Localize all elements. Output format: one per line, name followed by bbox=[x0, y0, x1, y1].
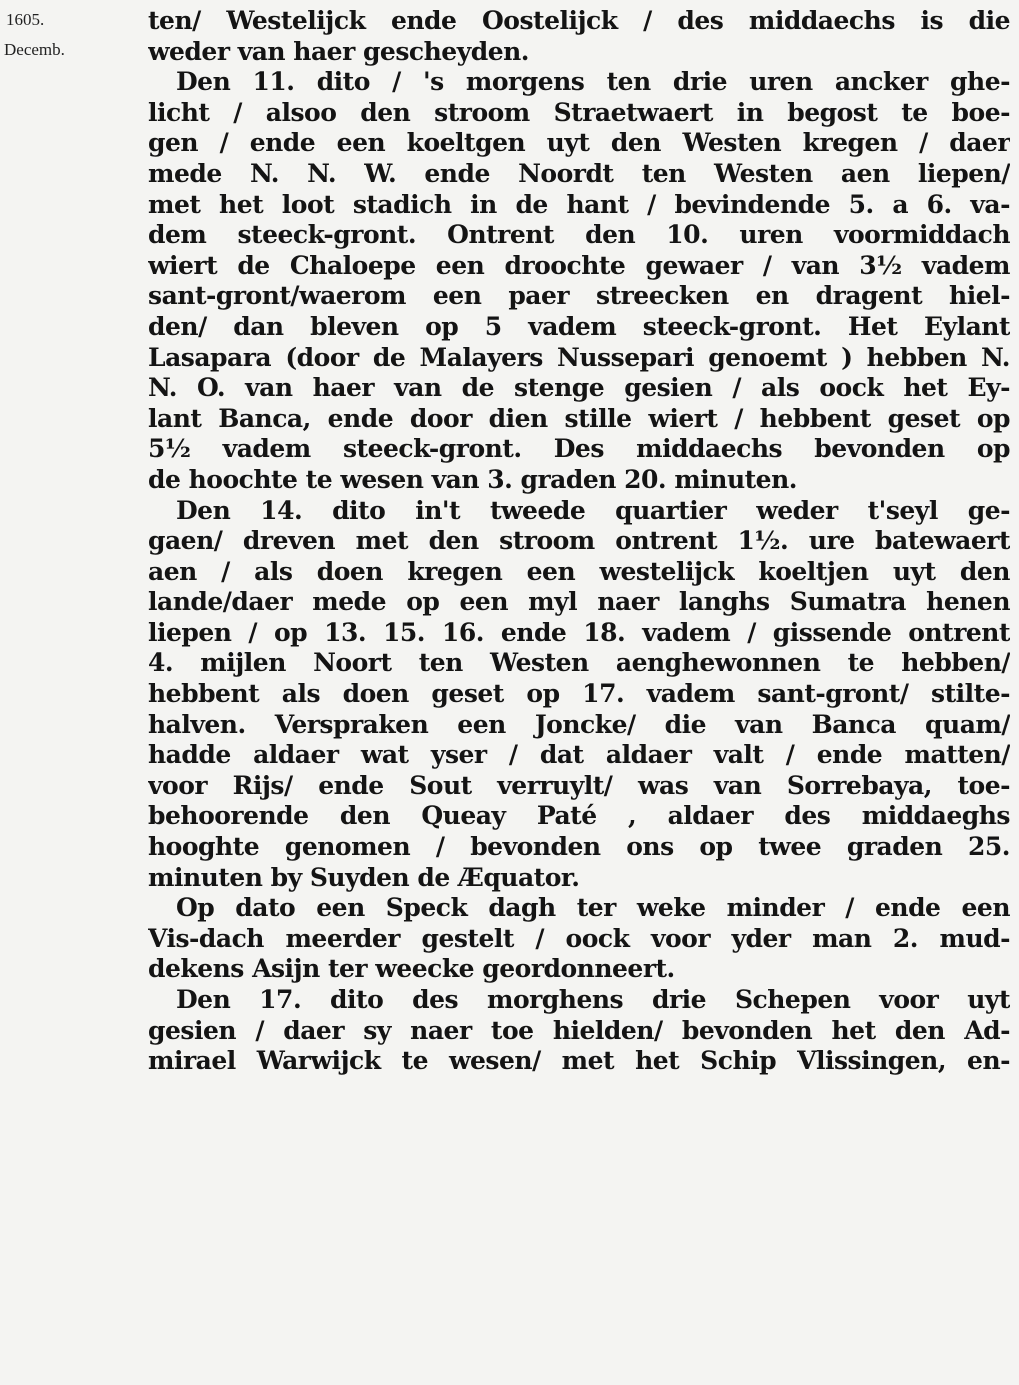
text-line: halven. Verspraken een Joncke/ die van Banca quam/ bbox=[148, 709, 1010, 739]
text-line: Den 11. dito / 's morgens ten drie uren ancker ghe- bbox=[176, 67, 1010, 97]
text-line: gen / ende een koeltgen uyt den Westen kregen / daer bbox=[148, 128, 1010, 158]
text-line: ten/ Westelijck ende Oostelijck / des middaechs is die bbox=[148, 6, 1010, 35]
text-line: mirael Warwijck te wesen/ met het Schip Vlissingen, en- bbox=[148, 1046, 1010, 1076]
text-line: minuten by Suyden de Æquator. bbox=[148, 862, 580, 892]
text-line: 5½ vadem steeck-gront. Des middaechs bevonden op bbox=[148, 434, 1010, 464]
text-line: hooghte genomen / bevonden ons op twee graden 25. bbox=[148, 832, 1010, 862]
text-line: hadde aldaer wat yser / dat aldaer valt / ende matten/ bbox=[148, 740, 1010, 770]
text-line: licht / alsoo den stroom Straetwaert in begost te boe- bbox=[148, 97, 1010, 127]
text-line: lande/daer mede op een myl naer langhs Sumatra henen bbox=[148, 587, 1010, 617]
body-text bbox=[148, 6, 1010, 1077]
margin-month: Decemb. bbox=[4, 40, 65, 59]
text-line: de hoochte te wesen van 3. graden 20. minuten. bbox=[148, 464, 797, 494]
text-line: dekens Asijn ter weecke geordonneert. bbox=[148, 954, 675, 984]
text-line: aen / als doen kregen een westelijck koeltjen uyt den bbox=[148, 556, 1010, 586]
text-line: voor Rijs/ ende Sout verruylt/ was van Sorrebaya, toe- bbox=[148, 770, 1010, 800]
text-line: Vis-dach meerder gestelt / oock voor yder man 2. mud- bbox=[148, 923, 1010, 953]
text-line: liepen / op 13. 15. 16. ende 18. vadem / gissende ontrent bbox=[148, 617, 1010, 647]
margin-year: 1605. bbox=[6, 10, 45, 29]
text-line: mede N. N. W. ende Noordt ten Westen aen liepen/ bbox=[148, 158, 1010, 188]
text-line: wiert de Chaloepe een droochte gewaer / van 3½ vadem bbox=[148, 250, 1010, 280]
text-line: met het loot stadich in de hant / bevindende 5. a 6. va- bbox=[148, 189, 1010, 219]
text-line: gesien / daer sy naer toe hielden/ bevonden het den Ad- bbox=[148, 1015, 1010, 1045]
text-line: sant-gront/waerom een paer streecken en dragent hiel- bbox=[148, 281, 1010, 311]
text-line: gaen/ dreven met den stroom ontrent 1½. ure batewaert bbox=[148, 526, 1010, 556]
text-line: behoorende den Queay Paté , aldaer des middaeghs bbox=[148, 801, 1010, 831]
text-line: Den 14. dito in't tweede quartier weder t'seyl ge- bbox=[176, 495, 1010, 525]
text-line: lant Banca, ende door dien stille wiert / hebbent geset op bbox=[148, 403, 1010, 433]
text-line: 4. mijlen Noort ten Westen aenghewonnen te hebben/ bbox=[148, 648, 1010, 678]
text-line: N. O. van haer van de stenge gesien / als oock het Ey- bbox=[148, 373, 1010, 403]
text-line: den/ dan bleven op 5 vadem steeck-gront. Het Eylant bbox=[148, 311, 1010, 341]
text-line: Lasapara (door de Malayers Nussepari genoemt ) hebben N. bbox=[148, 342, 1010, 372]
text-line: dem steeck-gront. Ontrent den 10. uren voormiddach bbox=[148, 220, 1010, 250]
text-line: hebbent als doen geset op 17. vadem sant-gront/ stilte- bbox=[148, 679, 1010, 709]
text-line: Op dato een Speck dagh ter weke minder / ende een bbox=[176, 893, 1010, 923]
text-line: Den 17. dito des morghens drie Schepen voor uyt bbox=[176, 985, 1010, 1014]
text-line: weder van haer gescheyden. bbox=[148, 36, 530, 66]
